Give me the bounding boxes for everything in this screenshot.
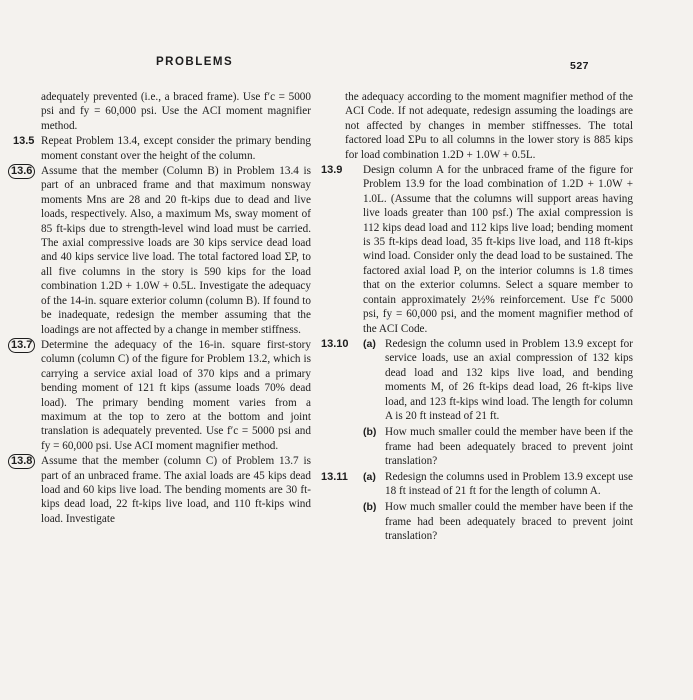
problem-number: 13.10: [321, 337, 349, 350]
continuation-text: the adequacy according to the moment magnifier method of the ACI Code. If not adequate, redesign assuming the loadings are not affected by changes in member stiffnesses. The total factored load ΣPu to all columns in the lower story is 885 kips for load combination 1.2D + 1.0W + 0.5L.: [345, 91, 633, 161]
part-label: (a): [363, 470, 376, 483]
part-label: (a): [363, 337, 376, 350]
problem-text: Design column A for the unbraced frame of the figure for Problem 13.9 for the load combination of 1.2D + 1.0W + 1.0L. (Assume that the columns will support areas having live loads greater than 100 psf.) The axial compression is 112 kips dead load and 112 kips live load; bending moment is 35 ft-kips dead load, 35 ft-kips live load, and 118 ft-kips wind load. Consider only the dead load to be sustained. The factored axial load P, on the interior columns is 1.8 times that on the exterior columns. Select a square member to contain approximately 2½% reinforcement. Use f′c 5000 psi, fy = 60,000 psi, and the moment magnifier method of the ACI Code.: [363, 164, 633, 335]
part-text: Redesign the column used in Problem 13.9 except for service loads, use an axial compression of 132 kips dead load and 132 kips live load, and bending moments M, of 26 ft-kips dead load, 26 ft-kips live load, and 123 ft-kips wind load. The length for column A is 20 ft instead of 21 ft.: [385, 337, 633, 422]
problem-13-11: [321, 470, 633, 544]
problem-13-10: [321, 337, 633, 469]
part-label: (b): [363, 426, 377, 439]
part-text: How much smaller could the member have been if the frame had been adequately braced to prevent joint translation?: [385, 426, 633, 468]
continuation-text: adequately prevented (i.e., a braced frame). Use f′c = 5000 psi and fy = 60,000 psi. Use the ACI moment magnifier method.: [41, 91, 311, 132]
problem-number: 13.5: [13, 135, 35, 148]
problem-number-circled: 13.8: [8, 454, 35, 469]
problem-13-5: [13, 134, 311, 163]
problem-13-6: [11, 164, 311, 337]
problem-text: Determine the adequacy of the 16-in. square first-story column (column C) of the figure for Problem 13.2, which is carrying a service axial load of 370 kips and a primary bending moment of 121 ft kips (assume loads 70% dead load). The primary bending moment varies from a maximum at the top to zero at the bottom and joint translation is adequately prevented. Use f′c = 5000 psi and fy = 60,000 psi. Use ACI moment magnifier method.: [41, 338, 311, 452]
problem-part-a: [363, 470, 633, 499]
part-text: How much smaller could the member have been if the frame had been adequately braced to prevent joint translation?: [385, 501, 633, 543]
problem-13-9: [321, 163, 633, 336]
problem-number: 13.9: [321, 164, 343, 177]
problem-text: Repeat Problem 13.4, except consider the primary bending moment constant over the height of the column.: [41, 135, 311, 162]
problem-text: Assume that the member (column C) of Problem 13.7 is part of an unbraced frame. The axial loads are 45 kips dead load and 60 kips live load. The bending moments are 30 ft-kips dead load, 22 ft-kips live load, and 110 ft-kips wind load. Investigate: [41, 455, 311, 525]
part-text: Redesign the columns used in Problem 13.9 except use 18 ft instead of 21 ft for the length of column A.: [385, 470, 633, 497]
problem-part-b: [363, 500, 633, 543]
problem-part-b: [363, 425, 633, 468]
problem-text: Assume that the member (Column B) in Problem 13.4 is part of an unbraced frame and that maximum nonsway moments Mns are 28 and 20 ft-kips due to dead and live loads, respectively. Also, a maximum Ms, sway moment of 85 ft-kips due to strength-level wind load must be carried. The axial compressive loads are 30 kips service dead load and 40 kips service live load. The total factored load ΣP, to all five columns in the story is 590 kips for the load combination 1.2D + 1.0W + 0.5L. Investigate the adequacy of the 14-in. square exterior column (column B). If found to be inadequate, redesign the member assuming that the loadings are not affected by a change in member stiffness.: [41, 165, 311, 336]
part-label: (b): [363, 501, 377, 514]
problem-part-a: [363, 337, 633, 423]
left-column: [11, 90, 311, 526]
problem-number-circled: 13.6: [8, 164, 35, 179]
problem-number: 13.11: [321, 470, 348, 483]
problem-number-circled: 13.7: [8, 338, 35, 353]
problem-13-8: [11, 454, 311, 526]
problem-13-7: [11, 338, 311, 453]
right-column: [321, 90, 633, 544]
page-number: 527: [570, 60, 590, 72]
page-header: [0, 56, 693, 76]
running-head: PROBLEMS: [156, 56, 234, 68]
